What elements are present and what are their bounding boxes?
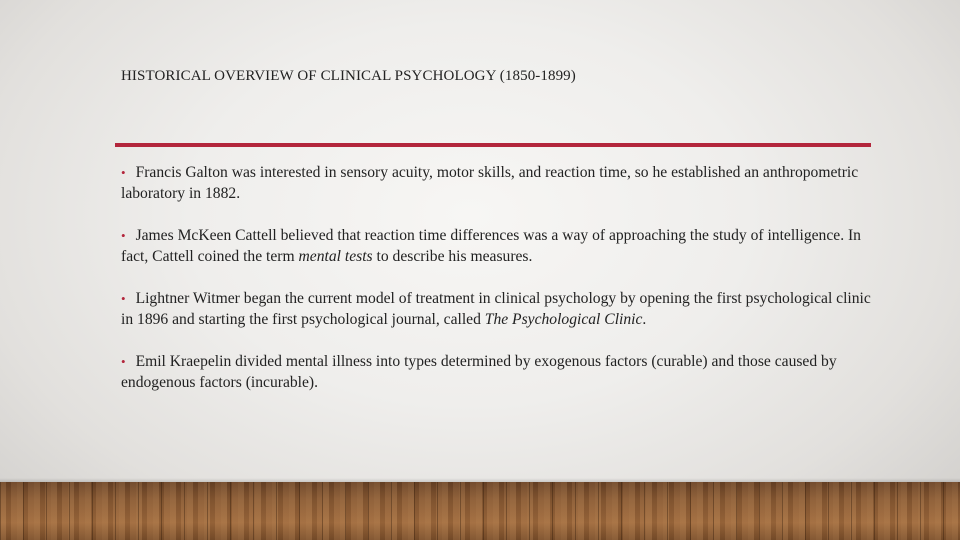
bullet-cattell (121, 225, 881, 267)
bullet-text: Lightner Witmer began the current model of treatment in clinical psychology by opening the first psychological clinic in 1896 and starting the first psychological journal, called (121, 290, 871, 328)
bullet-icon: • (121, 165, 126, 180)
bullet-kraepelin (121, 351, 881, 393)
bullet-witmer (121, 288, 881, 330)
bullet-text: James McKeen Cattell believed that reaction time differences was a way of approaching the study of intelligence. In fact, Cattell coined the term (121, 227, 861, 265)
wood-floor-decoration (0, 482, 960, 540)
bullet-text-end: . (642, 311, 647, 328)
title-divider (115, 143, 871, 147)
bullet-text-end: to describe his measures. (372, 248, 533, 265)
slide-title: HISTORICAL OVERVIEW OF CLINICAL PSYCHOLOGY (1850-1899) (121, 68, 576, 84)
bullet-text: Francis Galton was interested in sensory acuity, motor skills, and reaction time, so he established an anthropometric laboratory in 1882. (121, 164, 859, 202)
bullet-galton (121, 162, 881, 204)
bullet-list (121, 162, 881, 414)
bullet-text: Emil Kraepelin divided mental illness into types determined by exogenous factors (curable) and those caused by endogenous factors (incurable). (121, 353, 837, 391)
bullet-icon: • (121, 291, 126, 306)
bullet-italic-journal: The Psychological Clinic (484, 311, 643, 328)
bullet-icon: • (121, 228, 126, 243)
bullet-italic-term: mental tests (298, 248, 373, 265)
bullet-icon: • (121, 354, 126, 369)
